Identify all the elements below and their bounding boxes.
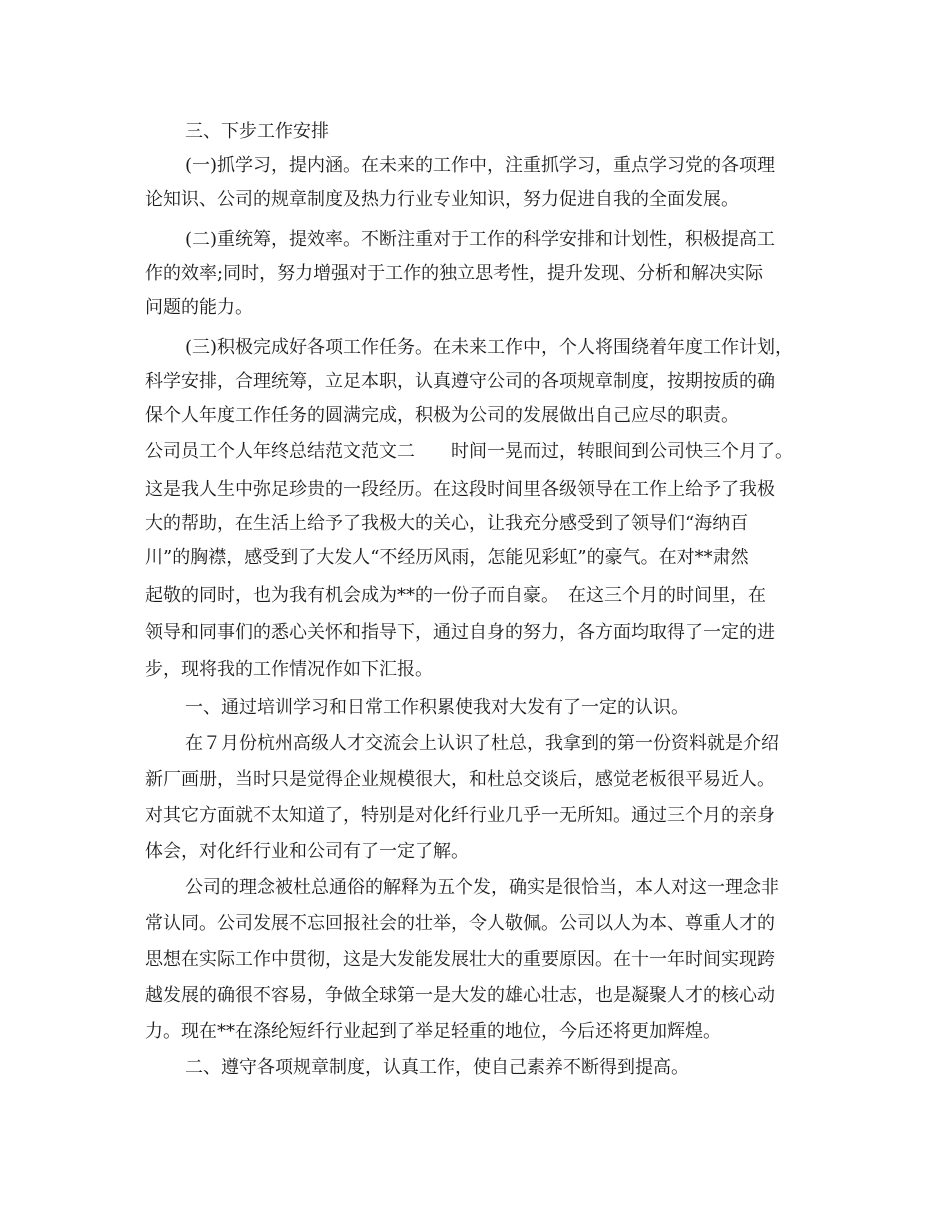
paragraph-line: 问题的能力。 (145, 297, 253, 318)
paragraph-line: 川”的胸襟，感受到了大发人“不经历风雨，怎能见彩虹”的豪气。在对**肃然 (145, 547, 749, 568)
paragraph-line: 大的帮助，在生活上给予了我极大的关心，让我充分感受到了领导们“海纳百 (145, 513, 749, 534)
article-title-line: 公司员工个人年终总结范文范文二 时间一晃而过，转眼间到公司快三个月了。 (145, 441, 793, 462)
paragraph-line: (一)抓学习，提内涵。在未来的工作中，注重抓学习，重点学习党的各项理 (185, 155, 776, 176)
section-heading: 二、遵守各项规章制度，认真工作，使自己素养不断得到提高。 (185, 1057, 689, 1078)
section-heading: 三、下步工作安排 (185, 121, 329, 142)
paragraph-line: 保个人年度工作任务的圆满完成，积极为公司的发展做出自己应尽的职责。 (145, 405, 739, 426)
paragraph-line: 思想在实际工作中贯彻，这是大发能发展壮大的重要原因。在十一年时间实现跨 (145, 949, 775, 970)
section-heading: 一、通过培训学习和日常工作积累使我对大发有了一定的认识。 (185, 697, 689, 718)
paragraph-line: 体会，对化纤行业和公司有了一定了解。 (145, 841, 469, 862)
paragraph-line: 作的效率;同时，努力增强对于工作的独立思考性，提升发现、分析和解决实际 (145, 263, 764, 284)
paragraph-line: 力。现在**在涤纶短纤行业起到了举足轻重的地位，今后还将更加辉煌。 (145, 1021, 721, 1042)
paragraph-line: 公司的理念被杜总通俗的解释为五个发，确实是很恰当，本人对这一理念非 (185, 877, 779, 898)
paragraph-line: 在７月份杭州高级人才交流会上认识了杜总，我拿到的第一份资料就是介绍 (185, 733, 779, 754)
paragraph-line: 越发展的确很不容易，争做全球第一是大发的雄心壮志，也是凝聚人才的核心动 (145, 985, 775, 1006)
paragraph-line: (二)重统筹，提效率。不断注重对于工作的科学安排和计划性，积极提高工 (185, 229, 776, 250)
paragraph-line: 科学安排，合理统筹，立足本职，认真遵守公司的各项规章制度，按期按质的确 (145, 371, 775, 392)
paragraph-line: 常认同。公司发展不忘回报社会的壮举，令人敬佩。公司以人为本、尊重人才的 (145, 913, 775, 934)
paragraph-line: 对其它方面就不太知道了，特别是对化纤行业几乎一无所知。通过三个月的亲身 (145, 805, 775, 826)
paragraph-line: 起敬的同时，也为我有机会成为**的一份子而自豪。 在这三个月的时间里，在 (145, 585, 766, 606)
paragraph-line: (三)积极完成好各项工作任务。在未来工作中，个人将围绕着年度工作计划， (185, 337, 794, 358)
paragraph-line: 这是我人生中弥足珍贵的一段经历。在这段时间里各级领导在工作上给予了我极 (145, 479, 775, 500)
paragraph-line: 领导和同事们的悉心关怀和指导下，通过自身的努力，各方面均取得了一定的进 (145, 622, 775, 643)
paragraph-line: 步，现将我的工作情况作如下汇报。 (145, 659, 433, 680)
paragraph-line: 论知识、公司的规章制度及热力行业专业知识，努力促进自我的全面发展。 (145, 189, 739, 210)
paragraph-line: 新厂画册，当时只是觉得企业规模很大，和杜总交谈后，感觉老板很平易近人。 (145, 769, 775, 790)
